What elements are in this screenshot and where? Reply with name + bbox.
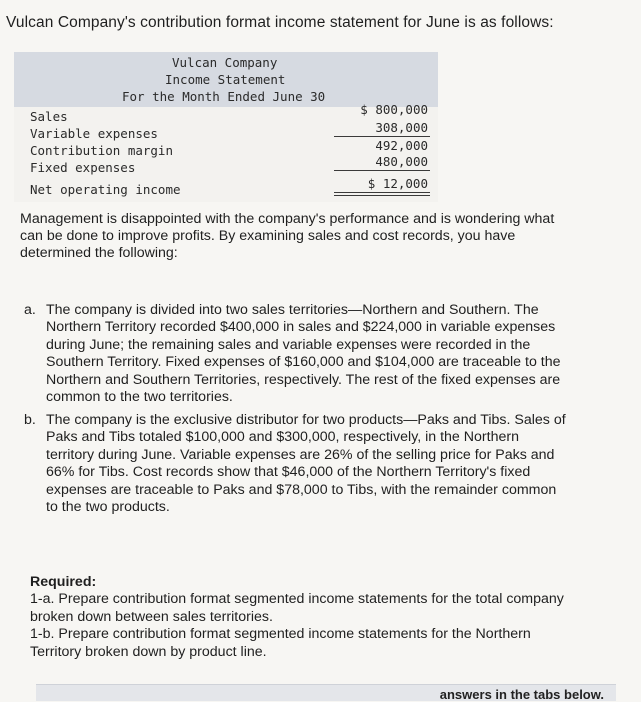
management-paragraph: [20, 211, 610, 263]
list-line: during June; the remaining sales and variable expenses were recorded in the: [46, 336, 531, 353]
required-line: broken down between sales territories.: [30, 608, 273, 625]
income-statement: [26, 52, 438, 202]
list-text: [46, 412, 606, 516]
list-text: [46, 302, 606, 406]
list-line: Northern and Southern Territories, respectively. The rest of the fixed expenses are: [46, 371, 561, 388]
list-line: territory during June. Variable expenses are 26% of the selling price for Paks and: [46, 446, 555, 463]
row-amount-contribution-margin: 492,000: [375, 138, 428, 153]
row-label-variable-expenses: Variable expenses: [30, 126, 158, 141]
required-section: [30, 574, 620, 661]
intro-text: Vulcan Company's contribution format income statement for June is as follows:: [6, 14, 554, 31]
divider: [334, 192, 430, 193]
list-line: to the two products.: [46, 499, 170, 516]
list-line: Paks and Tibs totaled $100,000 and $300,000, respectively, in the Northern: [46, 429, 519, 446]
row-label-sales: Sales: [30, 109, 68, 124]
row-label-fixed-expenses: Fixed expenses: [30, 160, 136, 175]
statement-title: Income Statement: [165, 72, 286, 87]
answer-tabs-bar: [36, 684, 616, 701]
required-line: Territory broken down by product line.: [30, 643, 267, 660]
paragraph-line: can be done to improve profits. By examining sales and cost records, you have: [20, 228, 516, 245]
list-line: Northern Territory recorded $400,000 in sales and $224,000 in variable expenses: [46, 319, 556, 336]
list-marker: a.: [24, 302, 36, 318]
row-label-net-operating-income: Net operating income: [30, 182, 181, 197]
list-line: The company is the exclusive distributor for two products—Paks and Tibs. Sales of: [46, 412, 566, 428]
row-amount-variable-expenses: 308,000: [375, 120, 428, 135]
list-line: expenses are traceable to Paks and $78,000 to Tibs, with the remainder common: [46, 481, 557, 498]
divider: [334, 136, 430, 137]
statement-company: Vulcan Company: [172, 55, 278, 70]
row-amount-fixed-expenses: 480,000: [375, 154, 428, 169]
paragraph-line: Management is disappointed with the company's performance and is wondering what: [20, 211, 555, 227]
required-line: 1-a. Prepare contribution format segmented income statements for the total company: [30, 591, 564, 608]
required-line: 1-b. Prepare contribution format segmented income statements for the Northern: [30, 626, 531, 643]
row-amount-net-operating-income: $ 12,000: [367, 176, 428, 191]
divider: [334, 170, 430, 171]
row-label-contribution-margin: Contribution margin: [30, 143, 173, 158]
statement-period: For the Month Ended June 30: [122, 89, 326, 104]
list-line: The company is divided into two sales territories—Northern and Southern. The: [46, 302, 539, 318]
row-amount-sales: $ 800,000: [360, 102, 428, 117]
list-marker: b.: [24, 412, 36, 428]
divider: [334, 195, 430, 196]
list-line: Southern Territory. Fixed expenses of $160,000 and $104,000 are traceable to the: [46, 354, 561, 371]
paragraph-line: determined the following:: [20, 245, 178, 262]
list-line: common to the two territories.: [46, 389, 233, 406]
required-heading: Required:: [30, 574, 97, 590]
tabs-hint: answers in the tabs below.: [439, 687, 604, 702]
list-line: 66% for Tibs. Cost records show that $46,000 of the Northern Territory's fixed: [46, 464, 531, 481]
